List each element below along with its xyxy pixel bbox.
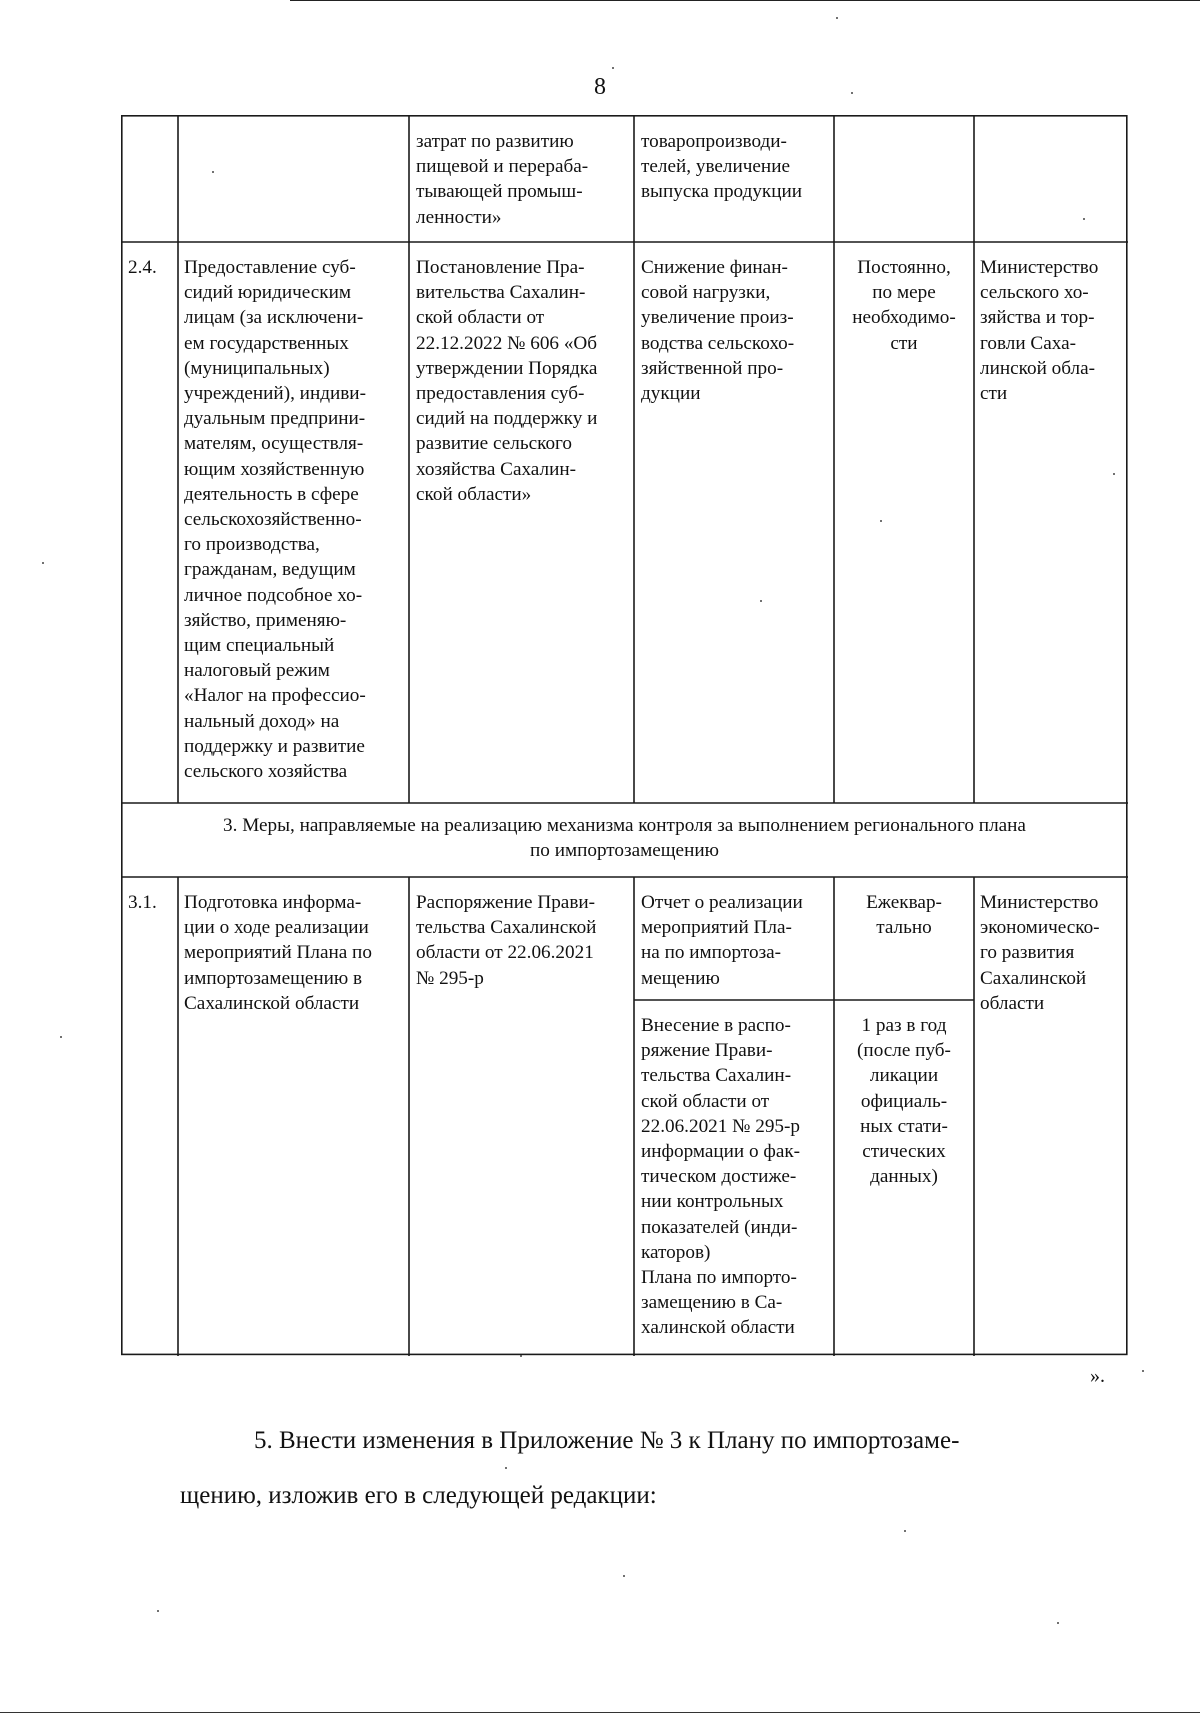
scan-speck (1113, 473, 1115, 475)
row-3-1-result-amendment (641, 1013, 800, 1341)
text-line: товаропроизводи- (641, 131, 787, 152)
text-line: данных) (870, 1166, 938, 1188)
row-3-1-number: 3.1. (128, 892, 157, 913)
text-line: пищевой и перераба- (416, 156, 589, 178)
text-line: дуальным предприни- (184, 408, 366, 430)
section-heading-line: по импортозамещению (530, 840, 719, 862)
text-line: мероприятий Пла- (641, 917, 792, 939)
scan-speck (836, 17, 838, 19)
row-3-1-legal-basis (416, 890, 596, 991)
text-line: тическом достиже- (641, 1166, 797, 1188)
text-line: Отчет о реализации (641, 892, 803, 913)
text-line: замещению в Са- (641, 1292, 783, 1314)
text-line: ных стати- (860, 1115, 948, 1137)
text-line: щим специальный (184, 635, 335, 657)
text-line: тельства Сахалинской (416, 917, 597, 939)
text-line: Сахалинской (980, 967, 1087, 989)
text-line: деятельность в сфере (184, 483, 359, 505)
text-line: предоставления суб- (416, 383, 585, 405)
text-line: Предоставление суб- (184, 257, 356, 278)
text-line: сти (980, 383, 1008, 405)
text-line: водства сельскохо- (641, 332, 795, 354)
text-line: на по импортоза- (641, 942, 782, 964)
scan-speck (904, 1530, 906, 1532)
text-line: сидий юридическим (184, 282, 352, 304)
text-line: налоговый режим (184, 660, 330, 682)
text-line: области от 22.06.2021 (416, 942, 594, 964)
text-line: Подготовка информа- (184, 892, 362, 913)
text-line: мателям, осуществля- (184, 433, 364, 455)
row-2-4-legal-basis (416, 255, 597, 507)
text-line: 1 раз в год (861, 1015, 947, 1036)
text-line: информации о фак- (641, 1141, 801, 1163)
text-line: области (980, 992, 1045, 1014)
text-line: выпуска продукции (641, 181, 803, 203)
text-line: нальный доход» на (184, 710, 340, 732)
text-line: мещению (641, 967, 720, 989)
row-2-4-executor (980, 255, 1098, 406)
text-line: увеличение произ- (641, 307, 794, 329)
text-line: (после пуб- (857, 1040, 951, 1062)
text-line: сельского хо- (980, 282, 1089, 304)
text-line: вительства Сахалин- (416, 282, 586, 304)
text-line: поддержку и развитие (184, 735, 365, 757)
text-line: Плана по импорто- (641, 1267, 797, 1289)
closing-quote: ». (1090, 1365, 1105, 1387)
scan-speck (212, 171, 214, 173)
text-line: зяйство, применяю- (184, 609, 347, 631)
text-line: линской обла- (980, 357, 1095, 379)
text-line: Постоянно, (857, 257, 951, 278)
scan-speck (157, 1610, 159, 1612)
row-2-4-measure (184, 255, 366, 784)
text-line: ленности» (416, 206, 502, 228)
text-line: Министерство (980, 892, 1099, 913)
text-line: личное подсобное хо- (184, 584, 363, 606)
text-line: 22.06.2021 № 295-р (641, 1115, 801, 1137)
text-line: ем государственных (184, 332, 349, 354)
text-line: Снижение финан- (641, 257, 788, 278)
row-2-4-number: 2.4. (128, 257, 157, 278)
scan-speck (60, 1036, 62, 1038)
scan-speck (880, 520, 882, 522)
text-line: сидий на поддержку и (416, 408, 598, 430)
text-line: тельства Сахалин- (641, 1065, 792, 1087)
text-line: зяйства и тор- (980, 307, 1095, 329)
text-line: импортозамещению в (184, 967, 363, 989)
cont-expected-result (641, 129, 802, 205)
bottom-border-line (0, 1712, 1200, 1713)
text-line: нии контрольных (641, 1191, 784, 1213)
paragraph-5-line-2: щению, изложив его в следующей редакции: (180, 1482, 657, 1509)
text-line: ской области от (416, 307, 545, 329)
text-line: (муниципальных) (184, 357, 330, 379)
text-line: лицам (за исключени- (184, 307, 364, 329)
row-2-4-expected-result (641, 255, 794, 406)
text-line: говли Саха- (980, 332, 1076, 354)
text-line: каторов) (641, 1241, 711, 1263)
text-line: показателей (инди- (641, 1216, 798, 1238)
text-line: ской области» (416, 483, 532, 505)
text-line: необходимо- (852, 307, 956, 329)
scan-speck (1057, 1622, 1059, 1624)
text-line: Внесение в распо- (641, 1015, 791, 1036)
text-line: гражданам, ведущим (184, 559, 356, 581)
section-3-heading (121, 813, 1128, 863)
text-line: 22.12.2022 № 606 «Об (416, 332, 598, 354)
text-line: телей, увеличение (641, 156, 790, 178)
text-line: официаль- (860, 1090, 948, 1112)
text-line: Сахалинской области (184, 992, 360, 1014)
row-3-1-result-report (641, 890, 803, 991)
text-line: совой нагрузки, (641, 282, 771, 304)
scan-speck (623, 1575, 625, 1577)
scan-speck (851, 92, 853, 94)
text-line: затрат по развитию (416, 131, 574, 152)
scan-speck (520, 1355, 522, 1357)
scan-speck (42, 562, 44, 564)
text-line: халинской области (641, 1317, 795, 1339)
scan-speck (505, 1467, 507, 1469)
text-line: «Налог на профессио- (184, 685, 366, 707)
cont-legal-basis (416, 129, 588, 230)
text-line: развитие сельского (416, 433, 573, 455)
row-3-1-measure (184, 890, 372, 1016)
text-line: мероприятий Плана по (184, 942, 372, 964)
text-line: зяйственной про- (641, 357, 784, 379)
page-number: 8 (594, 74, 606, 100)
text-line: учреждений), индиви- (184, 383, 366, 405)
text-line: утверждении Порядка (416, 357, 598, 379)
measures-table (121, 115, 1128, 1356)
text-line: Ежеквар- (866, 892, 942, 913)
text-line: ряжение Прави- (641, 1040, 773, 1062)
row-3-1-term-quarterly (834, 890, 974, 940)
scan-speck (760, 600, 762, 602)
text-line: ской области от (641, 1090, 770, 1112)
text-line: Постановление Пра- (416, 257, 585, 278)
text-line: ющим хозяйственную (184, 458, 365, 480)
row-3-1-executor (980, 890, 1100, 1016)
text-line: стических (862, 1141, 946, 1163)
text-line: го производства, (184, 534, 320, 556)
text-line: Распоряжение Прави- (416, 892, 596, 913)
text-line: сельского хозяйства (184, 761, 348, 783)
scan-speck (1083, 218, 1085, 220)
scan-speck (1142, 1370, 1144, 1372)
text-line: тально (876, 917, 932, 939)
text-line: дукции (641, 383, 701, 405)
text-line: по мере (872, 282, 936, 304)
paragraph-5-line-1: 5. Внести изменения в Приложение № 3 к Плану по импортозаме- (254, 1427, 960, 1454)
row-3-1-term-yearly (834, 1013, 974, 1189)
text-line: экономическо- (980, 917, 1100, 939)
scan-speck (612, 67, 614, 69)
text-line: № 295-р (416, 967, 484, 989)
top-border-line (290, 0, 1200, 1)
text-line: сти (890, 332, 918, 354)
text-line: хозяйства Сахалин- (416, 458, 576, 480)
text-line: ции о ходе реализации (184, 917, 369, 939)
text-line: Министерство (980, 257, 1099, 278)
text-line: го развития (980, 942, 1075, 964)
text-line: ликации (869, 1065, 939, 1087)
section-heading-line: 3. Меры, направляемые на реализацию механизма контроля за выполнением регионального плана (223, 815, 1026, 836)
text-line: тывающей промыш- (416, 181, 583, 203)
text-line: сельскохозяйственно- (184, 509, 362, 531)
row-2-4-term (834, 255, 974, 356)
